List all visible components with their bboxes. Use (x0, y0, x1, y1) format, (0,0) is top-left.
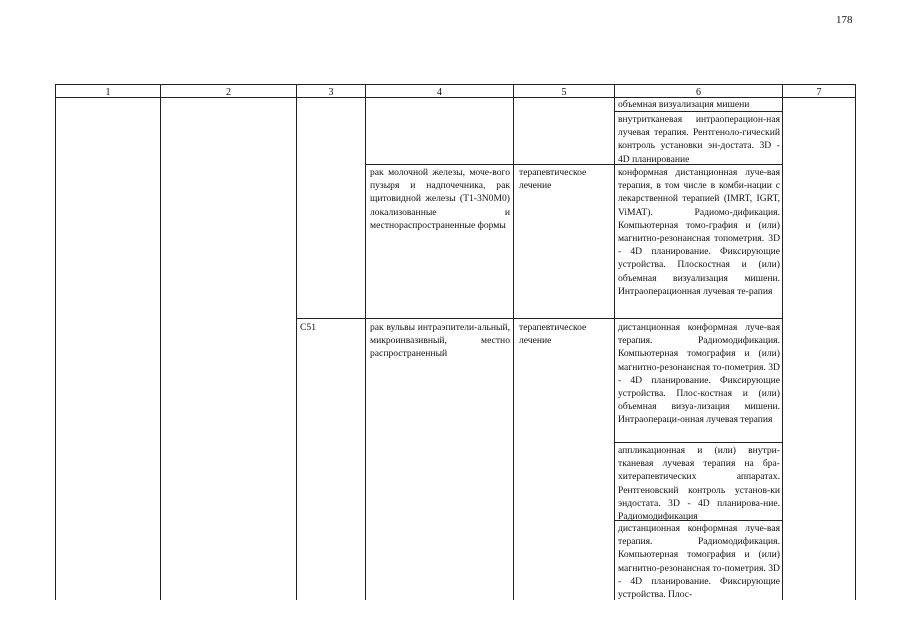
header-col-2: 2 (226, 87, 231, 98)
table-top-border (55, 84, 856, 85)
page-number: 178 (836, 14, 853, 26)
header-col-7: 7 (816, 87, 822, 98)
method-cell: дистанционная конформная луче-вая терапия. Радиомодификация. Компьютерная томография и (или) магнитно-резонансная то-пометрия. 3D - 4D планирование. Фиксирующие устройства. Плос- (618, 523, 780, 600)
header-col-3: 3 (328, 87, 334, 98)
column-divider (365, 84, 366, 600)
column-divider (513, 84, 514, 600)
method-cell: аппликационная и (или) внутри-тканевая лучевая терапия на бра-хитерапевтических аппаратах. Рентгеновский контроль установ-ки эндостата. 3D - 4D планирова-ние. Радиомодификация (618, 445, 780, 523)
column-divider (782, 84, 783, 600)
treatment-type-cell: терапевтическое лечение (519, 167, 587, 192)
header-col-5: 5 (561, 87, 567, 98)
row-divider (296, 318, 782, 319)
table-right-border (855, 84, 856, 600)
column-divider (614, 84, 615, 600)
treatment-type-cell: терапевтическое лечение (519, 322, 587, 347)
column-divider (160, 84, 161, 600)
code-cell: C51 (300, 322, 316, 333)
header-col-4: 4 (437, 87, 442, 98)
header-col-6: 6 (696, 87, 701, 98)
column-divider (296, 84, 297, 600)
diagnosis-cell: рак молочной железы, моче-вого пузыря и надпочечника, рак щитовидной железы (T1-3N0M0) локализованные и местнораспространенные формы (370, 167, 510, 231)
diagnosis-cell: рак вульвы интраэпители-альный, микроинвазивный, местно распространенный (370, 322, 510, 360)
method-cell: объемная визуализация мишени (618, 99, 750, 110)
header-col-1: 1 (105, 87, 111, 98)
method-cell: конформная дистанционная луче-вая терапия, в том числе в комби-нации с лекарственной терапией (IMRT, IGRT, ViMAT). Радиомо-дификация. Компьютерная томо-графия и (или) магнитно-резонансная топометрия. 3D - 4D планирование. Фиксирующие устройства. Плоскостная и (или) объемная визуализация мишени. Интраоперационная лучевая те-рапия (618, 167, 780, 297)
method-cell: внутритканевая интраоперацион-ная лучевая терапия. Рентгеноло-гический контроль установки эн-достата. 3D - 4D планирование (618, 114, 780, 165)
row-divider (614, 442, 782, 443)
method-cell: дистанционная конформная луче-вая терапия. Радиомодификация. Компьютерная томография и (или) магнитно-резонансная то-пометрия. 3D - 4D планирование. Фиксирующие устройства. Плос-костная и (или) объемная визуа-лизация мишени. Интраопераци-онная лучевая терапия (618, 322, 780, 426)
table-left-border (55, 84, 56, 600)
